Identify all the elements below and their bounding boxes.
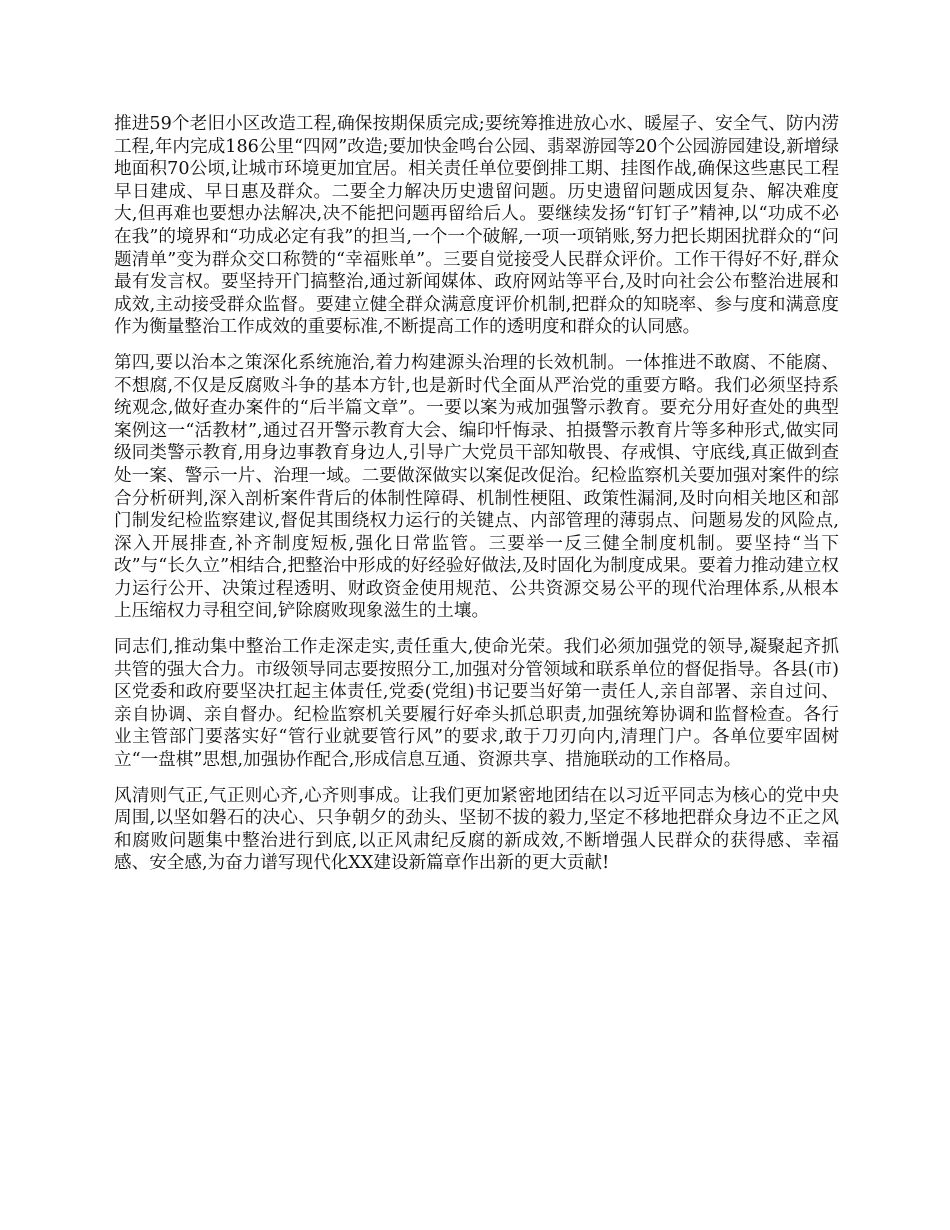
paragraph-1: 推进59个老旧小区改造工程,确保按期保质完成;要统筹推进放心水、暖屋子、安全气、防内涝工程,年内完成186公里“四网”改造;要加快金鸣台公园、翡翠游园等20个公园游园建设,新增绿地面积70公顷,让城市环境更加宜居。相关责任单位要倒排工期、挂图作战,确保这些惠民工程早日建成、早日惠及群众。二要全力解决历史遗留问题。历史遗留问题成因复杂、解决难度大,但再难也要想办法解决,决不能把问题再留给后人。要继续发扬“钉钉子”精神,以“功成不必在我”的境界和“功成必定有我”的担当,一个一个破解,一项一项销账,努力把长期困扰群众的“问题清单”变为群众交口称赞的“幸福账单”。三要自觉接受人民群众评价。工作干得好不好,群众最有发言权。要坚持开门搞整治,通过新闻媒体、政府网站等平台,及时向社会公布整治进展和成效,主动接受群众监督。要建立健全群众满意度评价机制,把群众的知晓率、参与度和满意度作为衡量整治工作成效的重要标准,不断提高工作的透明度和群众的认同感。 — [114, 114, 839, 338]
paragraph-2: 第四,要以治本之策深化系统施治,着力构建源头治理的长效机制。一体推进不敢腐、不能腐、不想腐,不仅是反腐败斗争的基本方针,也是新时代全面从严治党的重要方略。我们必须坚持系统观念,做好查办案件的“后半篇文章”。一要以案为戒加强警示教育。要充分用好查处的典型案例这一“活教材”,通过召开警示教育大会、编印忏悔录、拍摄警示教育片等多种形式,做实同级同类警示教育,用身边事教育身边人,引导广大党员干部知敬畏、存戒惧、守底线,真正做到查处一案、警示一片、治理一域。二要做深做实以案促改促治。纪检监察机关要加强对案件的综合分析研判,深入剖析案件背后的体制性障碍、机制性梗阻、政策性漏洞,及时向相关地区和部门制发纪检监察建议,督促其围绕权力运行的关键点、内部管理的薄弱点、问题易发的风险点,深入开展排查,补齐制度短板,强化日常监管。三要举一反三健全制度机制。要坚持“当下改”与“长久立”相结合,把整治中形成的好经验好做法,及时固化为制度成果。要着力推动建立权力运行公开、决策过程透明、财政资金使用规范、公共资源交易公平的现代治理体系,从根本上压缩权力寻租空间,铲除腐败现象滋生的土壤。 — [114, 352, 839, 622]
document-page — [114, 113, 839, 888]
paragraph-3: 同志们,推动集中整治工作走深走实,责任重大,使命光荣。我们必须加强党的领导,凝聚起齐抓共管的强大合力。市级领导同志要按照分工,加强对分管领域和联系单位的督促指导。各县(市)区党委和政府要坚决扛起主体责任,党委(党组)书记要当好第一责任人,亲自部署、亲自过问、亲自协调、亲自督办。纪检监察机关要履行好牵头抓总职责,加强统筹协调和监督检查。各行业主管部门要落实好“管行业就要管行风”的要求,敢于刀刃向内,清理门户。各单位要牢固树立“一盘棋”思想,加强协作配合,形成信息互通、资源共享、措施联动的工作格局。 — [114, 637, 839, 771]
paragraph-4: 风清则气正,气正则心齐,心齐则事成。让我们更加紧密地团结在以习近平同志为核心的党中央周围,以坚如磐石的决心、只争朝夕的劲头、坚韧不拔的毅力,坚定不移地把群众身边不正之风和腐败问题集中整治进行到底,以正风肃纪反腐的新成效,不断增强人民群众的获得感、幸福感、安全感,为奋力谱写现代化XX建设新篇章作出新的更大贡献! — [114, 785, 839, 874]
